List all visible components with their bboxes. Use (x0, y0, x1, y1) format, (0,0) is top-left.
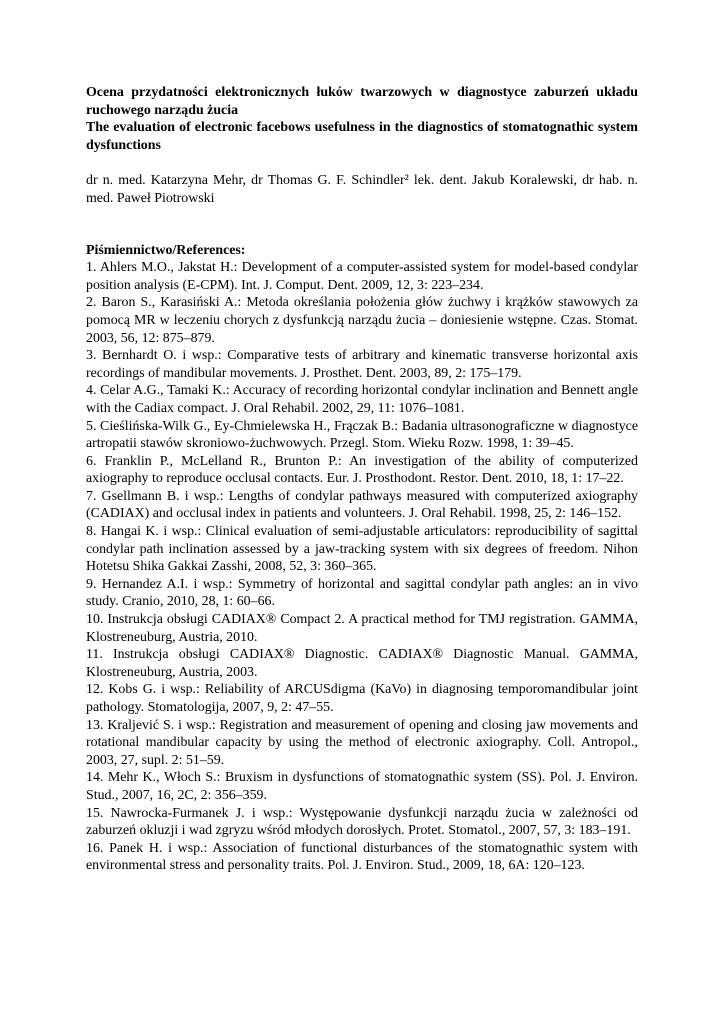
title-polish: Ocena przydatności elektronicznych łuków twarzowych w diagnostyce zaburzeń układu ruchowego narządu żucia (86, 85, 638, 118)
reference-item: 2. Baron S., Karasiński A.: Metoda określania położenia głów żuchwy i krążków stawowych za pomocą MR w leczeniu chorych z dysfunkcją narządu żucia – doniesienie wstępne. Czas. Stomat. 2003, 56, 12: 875–879. (86, 295, 638, 346)
reference-item: 16. Panek H. i wsp.: Association of functional disturbances of the stomatognathic system with environmental stress and personality traits. Pol. J. Environ. Stud., 2009, 18, 6A: 120–123. (86, 840, 638, 874)
references-list (86, 259, 638, 875)
reference-item: 4. Celar A.G., Tamaki K.: Accuracy of recording horizontal condylar inclination and Bennett angle with the Cadiax compact. J. Oral Rehabil. 2002, 29, 11: 1076–1081. (86, 383, 638, 416)
reference-item: 12. Kobs G. i wsp.: Reliability of ARCUSdigma (KaVo) in diagnosing temporomandibular joint pathology. Stomatologija, 2007, 9, 2: 47–55. (86, 682, 638, 715)
reference-item: 1. Ahlers M.O., Jakstat H.: Development of a computer-assisted system for model-based condylar position analysis (E-CPM). Int. J. Comput. Dent. 2009, 12, 3: 223–234. (86, 260, 638, 293)
reference-item: 14. Mehr K., Włoch S.: Bruxism in dysfunctions of stomatognathic system (SS). Pol. J. Environ. Stud., 2007, 16, 2C, 2: 356–359. (86, 770, 638, 803)
reference-item: 10. Instrukcja obsługi CADIAX® Compact 2. A practical method for TMJ registration. GAMMA, Klostreneuburg, Austria, 2010. (86, 612, 638, 645)
reference-item: 7. Gsellmann B. i wsp.: Lengths of condylar pathways measured with computerized axiography (CADIAX) and occlusal index in patients and volunteers. J. Oral Rehabil. 1998, 25, 2: 146–152. (86, 488, 638, 522)
references-heading: Piśmiennictwo/References: (86, 242, 246, 258)
reference-item: 9. Hernandez A.I. i wsp.: Symmetry of horizontal and sagittal condylar path angles: an in vivo study. Cranio, 2010, 28, 1: 60–66. (86, 576, 638, 610)
reference-item: 3. Bernhardt O. i wsp.: Comparative tests of arbitrary and kinematic transverse horizontal axis recordings of mandibular movements. J. Prosthet. Dent. 2003, 89, 2: 175–179. (86, 348, 638, 381)
title-english: The evaluation of electronic facebows usefulness in the diagnostics of stomatognathic system dysfunctions (86, 120, 638, 153)
reference-item: 8. Hangai K. i wsp.: Clinical evaluation of semi-adjustable articulators: reproducibility of sagittal condylar path inclination assessed by a jaw-tracking system with six degrees of freedom. Nihon Hotetsu Shika Gakkai Zasshi, 2008, 52, 3: 360–365. (86, 524, 638, 575)
reference-item: 5. Cieślińska-Wilk G., Ey-Chmielewska H., Frączak B.: Badania ultrasonograficzne w diagnostyce artropatii stawów skroniowo-żuchwowych. Przegl. Stom. Wieku Rozw. 1998, 1: 39–45. (86, 418, 638, 452)
reference-item: 6. Franklin P., McLelland R., Brunton P.: An investigation of the ability of computerized axiography to reproduce occlusal contacts. Eur. J. Prosthodont. Restor. Dent. 2010, 18, 1: 17–22. (86, 453, 638, 487)
document-page (86, 84, 638, 875)
authors: dr n. med. Katarzyna Mehr, dr Thomas G. F. Schindler² lek. dent. Jakub Koralewski, dr hab. n. med. Paweł Piotrowski (86, 173, 638, 206)
reference-item: 13. Kraljević S. i wsp.: Registration and measurement of opening and closing jaw movements and rotational mandibular capacity by using the method of electronic axiography. Coll. Antropol., 2003, 27, supl. 2: 51–59. (86, 717, 638, 768)
reference-item: 15. Nawrocka-Furmanek J. i wsp.: Występowanie dysfunkcji narządu żucia w zależności od zaburzeń okluzji i wad zgryzu wśród młodych dorosłych. Protet. Stomatol., 2007, 57, 3: 183–191. (86, 805, 638, 839)
reference-item: 11. Instrukcja obsługi CADIAX® Diagnostic. CADIAX® Diagnostic Manual. GAMMA, Klostreneuburg, Austria, 2003. (86, 647, 638, 680)
